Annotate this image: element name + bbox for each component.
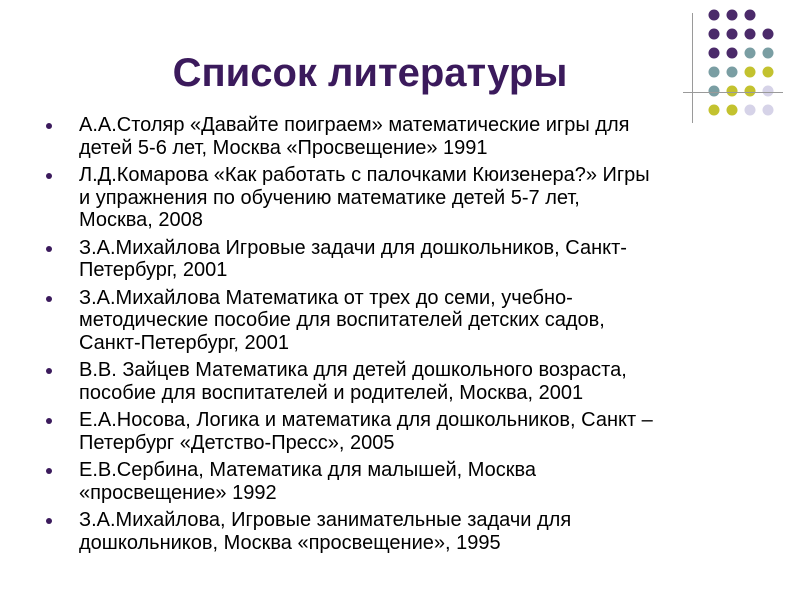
dot [763, 29, 774, 40]
dot [763, 86, 774, 97]
reference-text: Е.В.Сербина, Математика для малышей, Москва «просвещение» 1992 [79, 459, 537, 504]
bullet-icon [46, 123, 52, 129]
dot [745, 48, 756, 59]
dot [709, 10, 720, 21]
reference-text: З.А.Михайлова, Игровые занимательные задачи для дошкольников, Москва «просвещение», 1995 [79, 509, 572, 554]
bullet-icon [46, 468, 52, 474]
dot [727, 10, 738, 21]
dot [727, 48, 738, 59]
slide-title: Список литературы [172, 51, 568, 95]
dot [763, 67, 774, 78]
reference-text: Е.А.Носова, Логика и математика для дошкольников, Санкт – Петербург «Детство-Пресс», 2005 [79, 409, 653, 454]
dot [745, 105, 756, 116]
dot [709, 29, 720, 40]
reference-item [44, 509, 744, 554]
dot [727, 29, 738, 40]
dot [745, 67, 756, 78]
reference-text: А.А.Столяр «Давайте поиграем» математические игры для детей 5-6 лет, Москва «Просвещение» 1991 [79, 114, 630, 159]
bullet-icon [46, 518, 52, 524]
bullet-icon [46, 246, 52, 252]
dot [709, 86, 720, 97]
dot [745, 29, 756, 40]
reference-item [44, 287, 744, 355]
reference-item [44, 237, 744, 282]
dot [727, 86, 738, 97]
dot [745, 10, 756, 21]
bullet-icon [46, 418, 52, 424]
dot [745, 86, 756, 97]
decorative-vertical-line [692, 13, 693, 123]
reference-text: Л.Д.Комарова «Как работать с палочками Кюизенера?» Игры и упражнения по обучению математике детей 5-7 лет, Москва, 2008 [79, 164, 650, 231]
dot [709, 67, 720, 78]
dot [727, 67, 738, 78]
reference-item [44, 409, 744, 454]
dot [763, 48, 774, 59]
reference-item [44, 164, 744, 232]
dot [763, 105, 774, 116]
reference-item [44, 114, 744, 159]
decorative-horizontal-line [683, 92, 783, 93]
bullet-icon [46, 368, 52, 374]
reference-text: З.А.Михайлова Игровые задачи для дошкольников, Санкт- Петербург, 2001 [79, 236, 627, 281]
bullet-icon [46, 173, 52, 179]
reference-text: З.А.Михайлова Математика от трех до семи, учебно- методические пособие для воспитателей детских садов, Санкт-Петербург, 2001 [79, 286, 605, 354]
reference-item [44, 459, 744, 504]
reference-item [44, 359, 744, 404]
bullet-icon [46, 296, 52, 302]
reference-text: В.В. Зайцев Математика для детей дошкольного возраста, пособие для воспитателей и родителей, Москва, 2001 [79, 359, 627, 404]
decorative-dot-grid [706, 7, 782, 121]
reference-list [44, 114, 744, 559]
dot [709, 48, 720, 59]
